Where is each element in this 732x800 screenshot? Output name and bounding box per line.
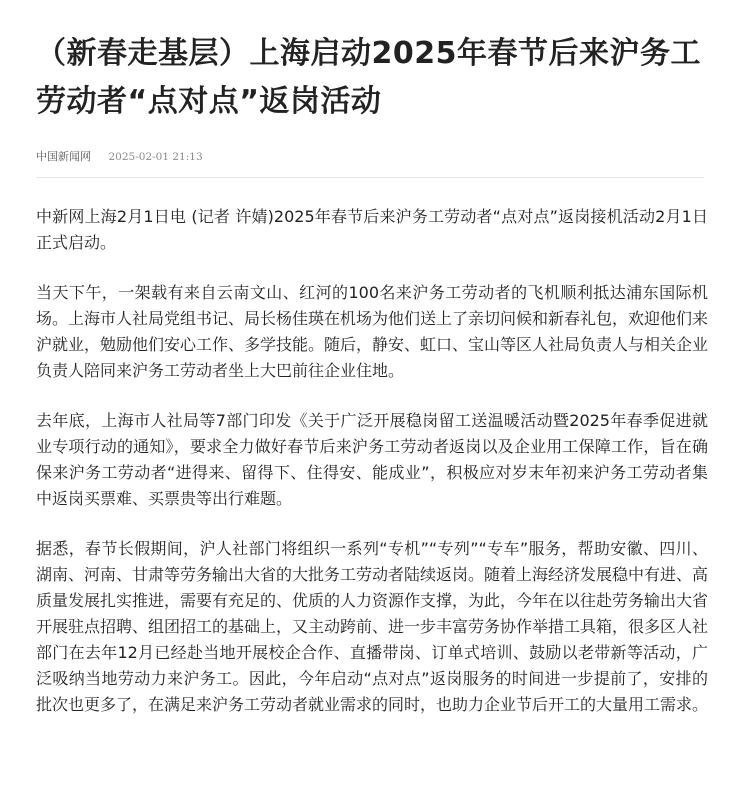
paragraph: 据悉，春节长假期间，沪人社部门将组织一系列“专机”“专列”“专车”服务，帮助安徽、四川、湖南、河南、甘肃等劳务输出大省的大批务工劳动者陆续返岗。随着上海经济发展稳中有进、高质量发展扎实推进，需要有充足的、优质的人力资源作支撑，为此，今年在以往赴劳务输出大省开展驻点招聘、组团招工的基础上，又主动跨前、进一步丰富劳务协作举措工具箱，很多区人社部门在去年12月已经赴当地开展校企合作、直播带岗、订单式培训、鼓励以老带新等活动，广泛吸纳当地劳动力来沪务工。因此，今年启动“点对点”返岗服务的时间进一步提前了，安排的批次也更多了，在满足来沪务工劳动者就业需求的同时，也助力企业节后开工的大量用工需求。 (36, 539, 709, 714)
article-meta (36, 149, 708, 165)
paragraph: 当天下午，一架载有来自云南文山、红河的100名来沪务工劳动者的飞机顺利抵达浦东国际机场。上海市人社局党组书记、局长杨佳瑛在机场为他们送上了亲切问候和新春礼包，欢迎他们来沪就业，勉励他们安心工作、多学技能。随后，静安、虹口、宝山等区人社局负责人与相关企业负责人陪同来沪务工劳动者坐上大巴前往企业住地。 (36, 283, 709, 380)
article (36, 0, 708, 742)
paragraph: 去年底，上海市人社局等7部门印发《关于广泛开展稳岗留工送温暖活动暨2025年春季促进就业专项行动的通知》，要求全力做好春节后来沪务工劳动者返岗以及企业用工保障工作，旨在确保来沪务工劳动者“进得来、留得下、住得安、能成业”，积极应对岁末年初来沪务工劳动者集中返岗买票难、买票贵等出行难题。 (36, 411, 708, 508)
article-title: （新春走基层）上海启动2025年春节后来沪务工劳动者“点对点”返岗活动 (36, 36, 701, 119)
publish-time: 2025-02-01 21:13 (108, 151, 203, 163)
paragraph: 中新网上海2月1日电 (记者 许婧)2025年春节后来沪务工劳动者“点对点”返岗接机活动2月1日正式启动。 (36, 207, 708, 252)
source-link[interactable]: 中国新闻网 (36, 150, 91, 163)
divider (36, 177, 704, 178)
article-body (36, 204, 708, 718)
